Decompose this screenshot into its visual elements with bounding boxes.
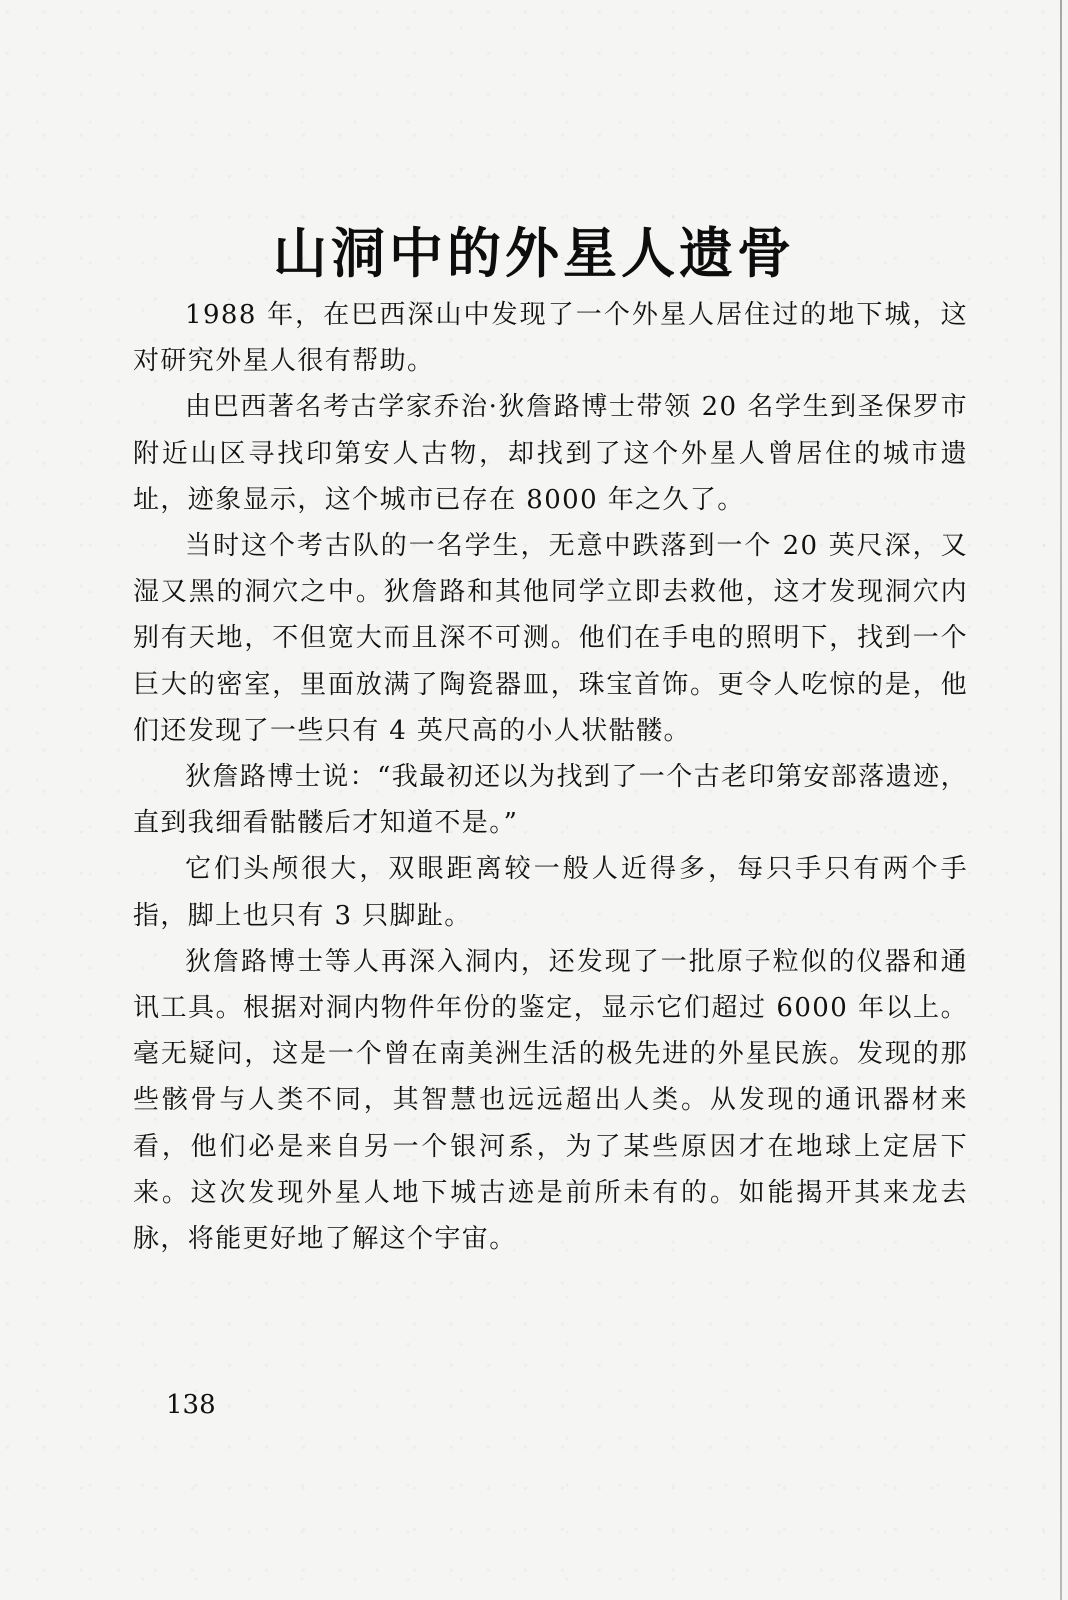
paragraph: 狄詹路博士说：“我最初还以为找到了一个古老印第安部落遗迹，直到我细看骷髅后才知道不是。” (133, 762, 968, 839)
paragraph: 由巴西著名考古学家乔治·狄詹路博士带领 20 名学生到圣保罗市附近山区寻找印第安人古物，却找到了这个外星人曾居住的城市遗址，迹象显示，这个城市已存在 8000 年之久了。 (133, 392, 968, 515)
page-number: 138 (166, 1390, 216, 1420)
paragraph: 它们头颅很大，双眼距离较一般人近得多，每只手只有两个手指，脚上也只有 3 只脚趾。 (133, 854, 968, 931)
page-title: 山洞中的外星人遗骨 (273, 221, 795, 286)
paragraph: 当时这个考古队的一名学生，无意中跌落到一个 20 英尺深，又湿又黑的洞穴之中。狄詹路和其他同学立即去救他，这才发现洞穴内别有天地，不但宽大而且深不可测。他们在手电的照明下，找到一个巨大的密室，里面放满了陶瓷器皿，珠宝首饰。更令人吃惊的是，他们还发现了一些只有 4 英尺高的小人状骷髅。 (133, 531, 968, 746)
paragraph: 1988 年，在巴西深山中发现了一个外星人居住过的地下城，这对研究外星人很有帮助。 (133, 300, 968, 377)
article-body (133, 292, 968, 1262)
paragraph: 狄詹路博士等人再深入洞内，还发现了一批原子粒似的仪器和通讯工具。根据对洞内物件年份的鉴定，显示它们超过 6000 年以上。毫无疑问，这是一个曾在南美洲生活的极先进的外星民族。发现的那些骸骨与人类不同，其智慧也远远超出人类。从发现的通讯器材来看，他们必是来自另一个银河系，为了某些原因才在地球上定居下来。这次发现外星人地下城古迹是前所未有的。如能揭开其来龙去脉，将能更好地了解这个宇宙。 (133, 946, 968, 1255)
